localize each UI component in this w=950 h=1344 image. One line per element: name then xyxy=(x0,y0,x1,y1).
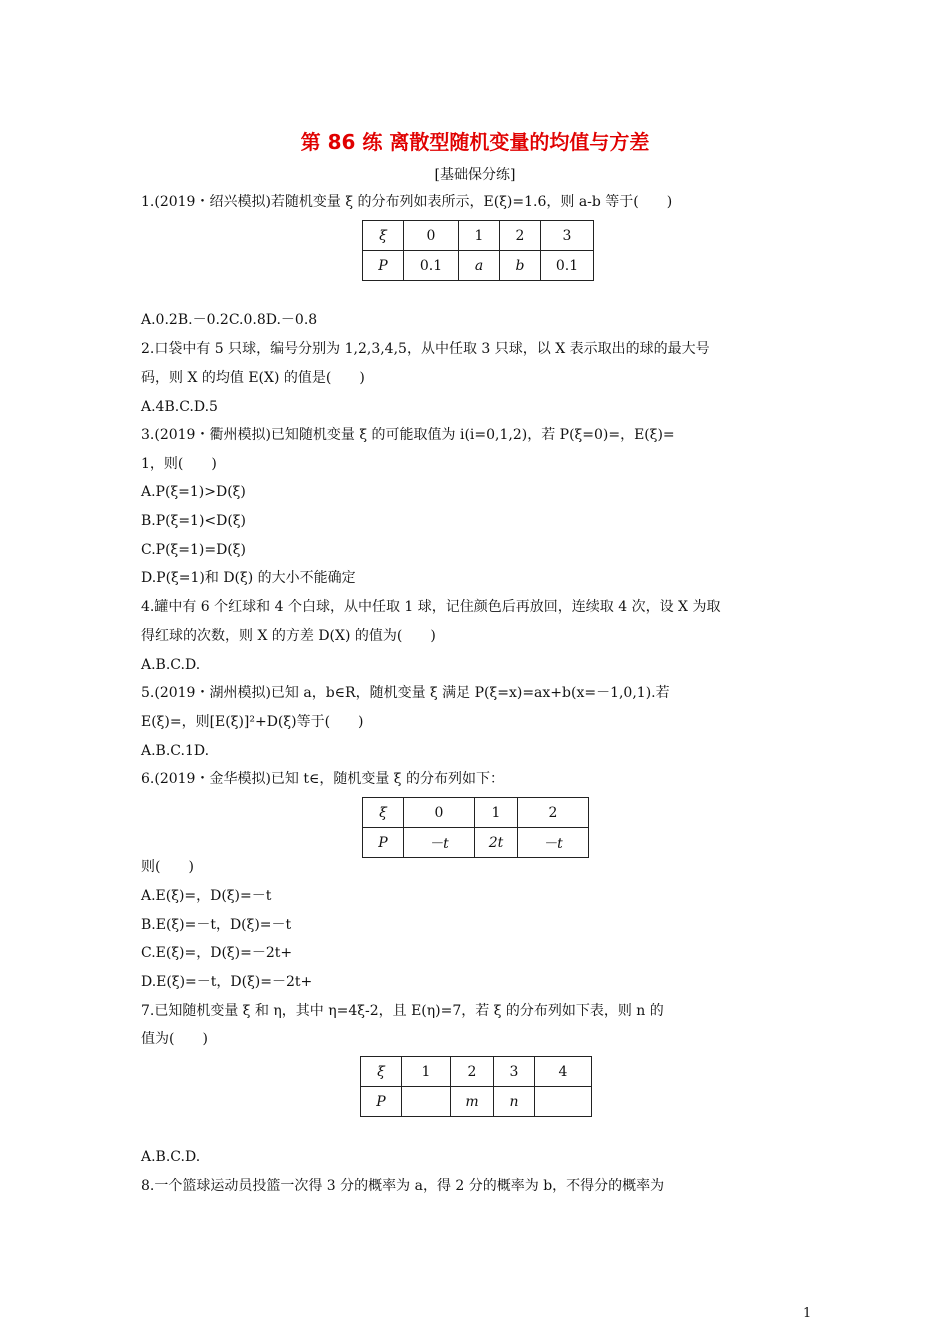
question-8: 8.一个篮球运动员投篮一次得 3 分的概率为 a，得 2 分的概率为 b，不得分的概率为 xyxy=(141,1178,665,1194)
option-d: D.E(ξ)=－t，D(ξ)=－2t+ xyxy=(141,974,313,990)
table-cell: －t xyxy=(518,828,589,858)
answer-options: A.B.C.D. xyxy=(141,657,201,673)
question-3: 3.(2019・衢州模拟)已知随机变量 ξ 的可能取值为 i(i=0,1,2)，若 P(ξ=0)=，E(ξ)= xyxy=(141,427,675,443)
page-title: 第 86 练 离散型随机变量的均值与方差 xyxy=(300,130,650,154)
table-cell: ξ xyxy=(363,221,404,251)
table-cell: 0 xyxy=(404,798,475,828)
table-row xyxy=(361,1087,592,1117)
table-cell: 2 xyxy=(500,221,541,251)
question-5: 5.(2019・湖州模拟)已知 a，b∈R，随机变量 ξ 满足 P(ξ=x)=ax+b(x=－1,0,1).若 xyxy=(141,685,670,701)
question-5-cont: E(ξ)=，则[E(ξ)]²+D(ξ)等于( ) xyxy=(141,714,364,730)
table-row xyxy=(361,1057,592,1087)
question-4-cont: 得红球的次数，则 X 的方差 D(X) 的值为( ) xyxy=(141,628,436,644)
option-b: B.P(ξ=1)<D(ξ) xyxy=(141,513,247,529)
page-number: 1 xyxy=(803,1306,812,1321)
table-cell xyxy=(535,1087,592,1117)
question-7-cont: 值为( ) xyxy=(141,1031,208,1047)
answer-options: A.4B.C.D.5 xyxy=(141,399,218,415)
question-4: 4.罐中有 6 个红球和 4 个白球，从中任取 1 球，记住颜色后再放回，连续取 4 次，设 X 为取 xyxy=(141,599,721,615)
table-row xyxy=(363,798,589,828)
table-row xyxy=(363,828,589,858)
table-cell: 0 xyxy=(404,221,459,251)
table-cell: 3 xyxy=(541,221,594,251)
section-subtitle: [基础保分练] xyxy=(434,167,516,183)
table-cell: b xyxy=(500,251,541,281)
question-6: 6.(2019・金华模拟)已知 t∈，随机变量 ξ 的分布列如下： xyxy=(141,771,504,787)
distribution-table-3 xyxy=(360,1056,592,1117)
table-row xyxy=(363,251,594,281)
table-cell: 3 xyxy=(494,1057,535,1087)
table-cell: 4 xyxy=(535,1057,592,1087)
option-c: C.P(ξ=1)=D(ξ) xyxy=(141,542,246,558)
question-2-cont: 码，则 X 的均值 E(X) 的值是( ) xyxy=(141,370,365,386)
answer-options: A.0.2B.－0.2C.0.8D.－0.8 xyxy=(141,312,318,328)
question-3-cont: 1，则( ) xyxy=(141,456,217,472)
question-1: 1.(2019・绍兴模拟)若随机变量 ξ 的分布列如表所示，E(ξ)=1.6，则 a-b 等于( ) xyxy=(141,194,673,210)
table-cell: 0.1 xyxy=(404,251,459,281)
table-cell: 0.1 xyxy=(541,251,594,281)
table-cell: a xyxy=(459,251,500,281)
table-cell: 2t xyxy=(475,828,518,858)
option-d: D.P(ξ=1)和 D(ξ) 的大小不能确定 xyxy=(141,570,356,586)
table-cell: 2 xyxy=(451,1057,494,1087)
table-cell: m xyxy=(451,1087,494,1117)
table-cell: P xyxy=(363,828,404,858)
table-cell: 1 xyxy=(459,221,500,251)
distribution-table-1 xyxy=(362,220,594,281)
table-cell xyxy=(402,1087,451,1117)
answer-options: A.B.C.1D. xyxy=(141,743,210,759)
table-cell: 1 xyxy=(475,798,518,828)
option-c: C.E(ξ)=，D(ξ)=－2t+ xyxy=(141,945,293,961)
option-a: A.E(ξ)=，D(ξ)=－t xyxy=(141,888,272,904)
question-7: 7.已知随机变量 ξ 和 η，其中 η=4ξ-2，且 E(η)=7，若 ξ 的分布列如下表，则 n 的 xyxy=(141,1003,664,1019)
table-cell: P xyxy=(363,251,404,281)
answer-options: A.B.C.D. xyxy=(141,1149,201,1165)
distribution-table-2 xyxy=(362,797,589,858)
question-6-stem: 则( ) xyxy=(141,859,194,875)
table-cell: 2 xyxy=(518,798,589,828)
table-cell: n xyxy=(494,1087,535,1117)
table-cell: 1 xyxy=(402,1057,451,1087)
table-cell: ξ xyxy=(363,798,404,828)
table-cell: －t xyxy=(404,828,475,858)
table-cell: P xyxy=(361,1087,402,1117)
table-row xyxy=(363,221,594,251)
option-a: A.P(ξ=1)>D(ξ) xyxy=(141,484,246,500)
question-2: 2.口袋中有 5 只球，编号分别为 1,2,3,4,5，从中任取 3 只球，以 X 表示取出的球的最大号 xyxy=(141,341,710,357)
option-b: B.E(ξ)=－t，D(ξ)=－t xyxy=(141,917,292,933)
table-cell: ξ xyxy=(361,1057,402,1087)
